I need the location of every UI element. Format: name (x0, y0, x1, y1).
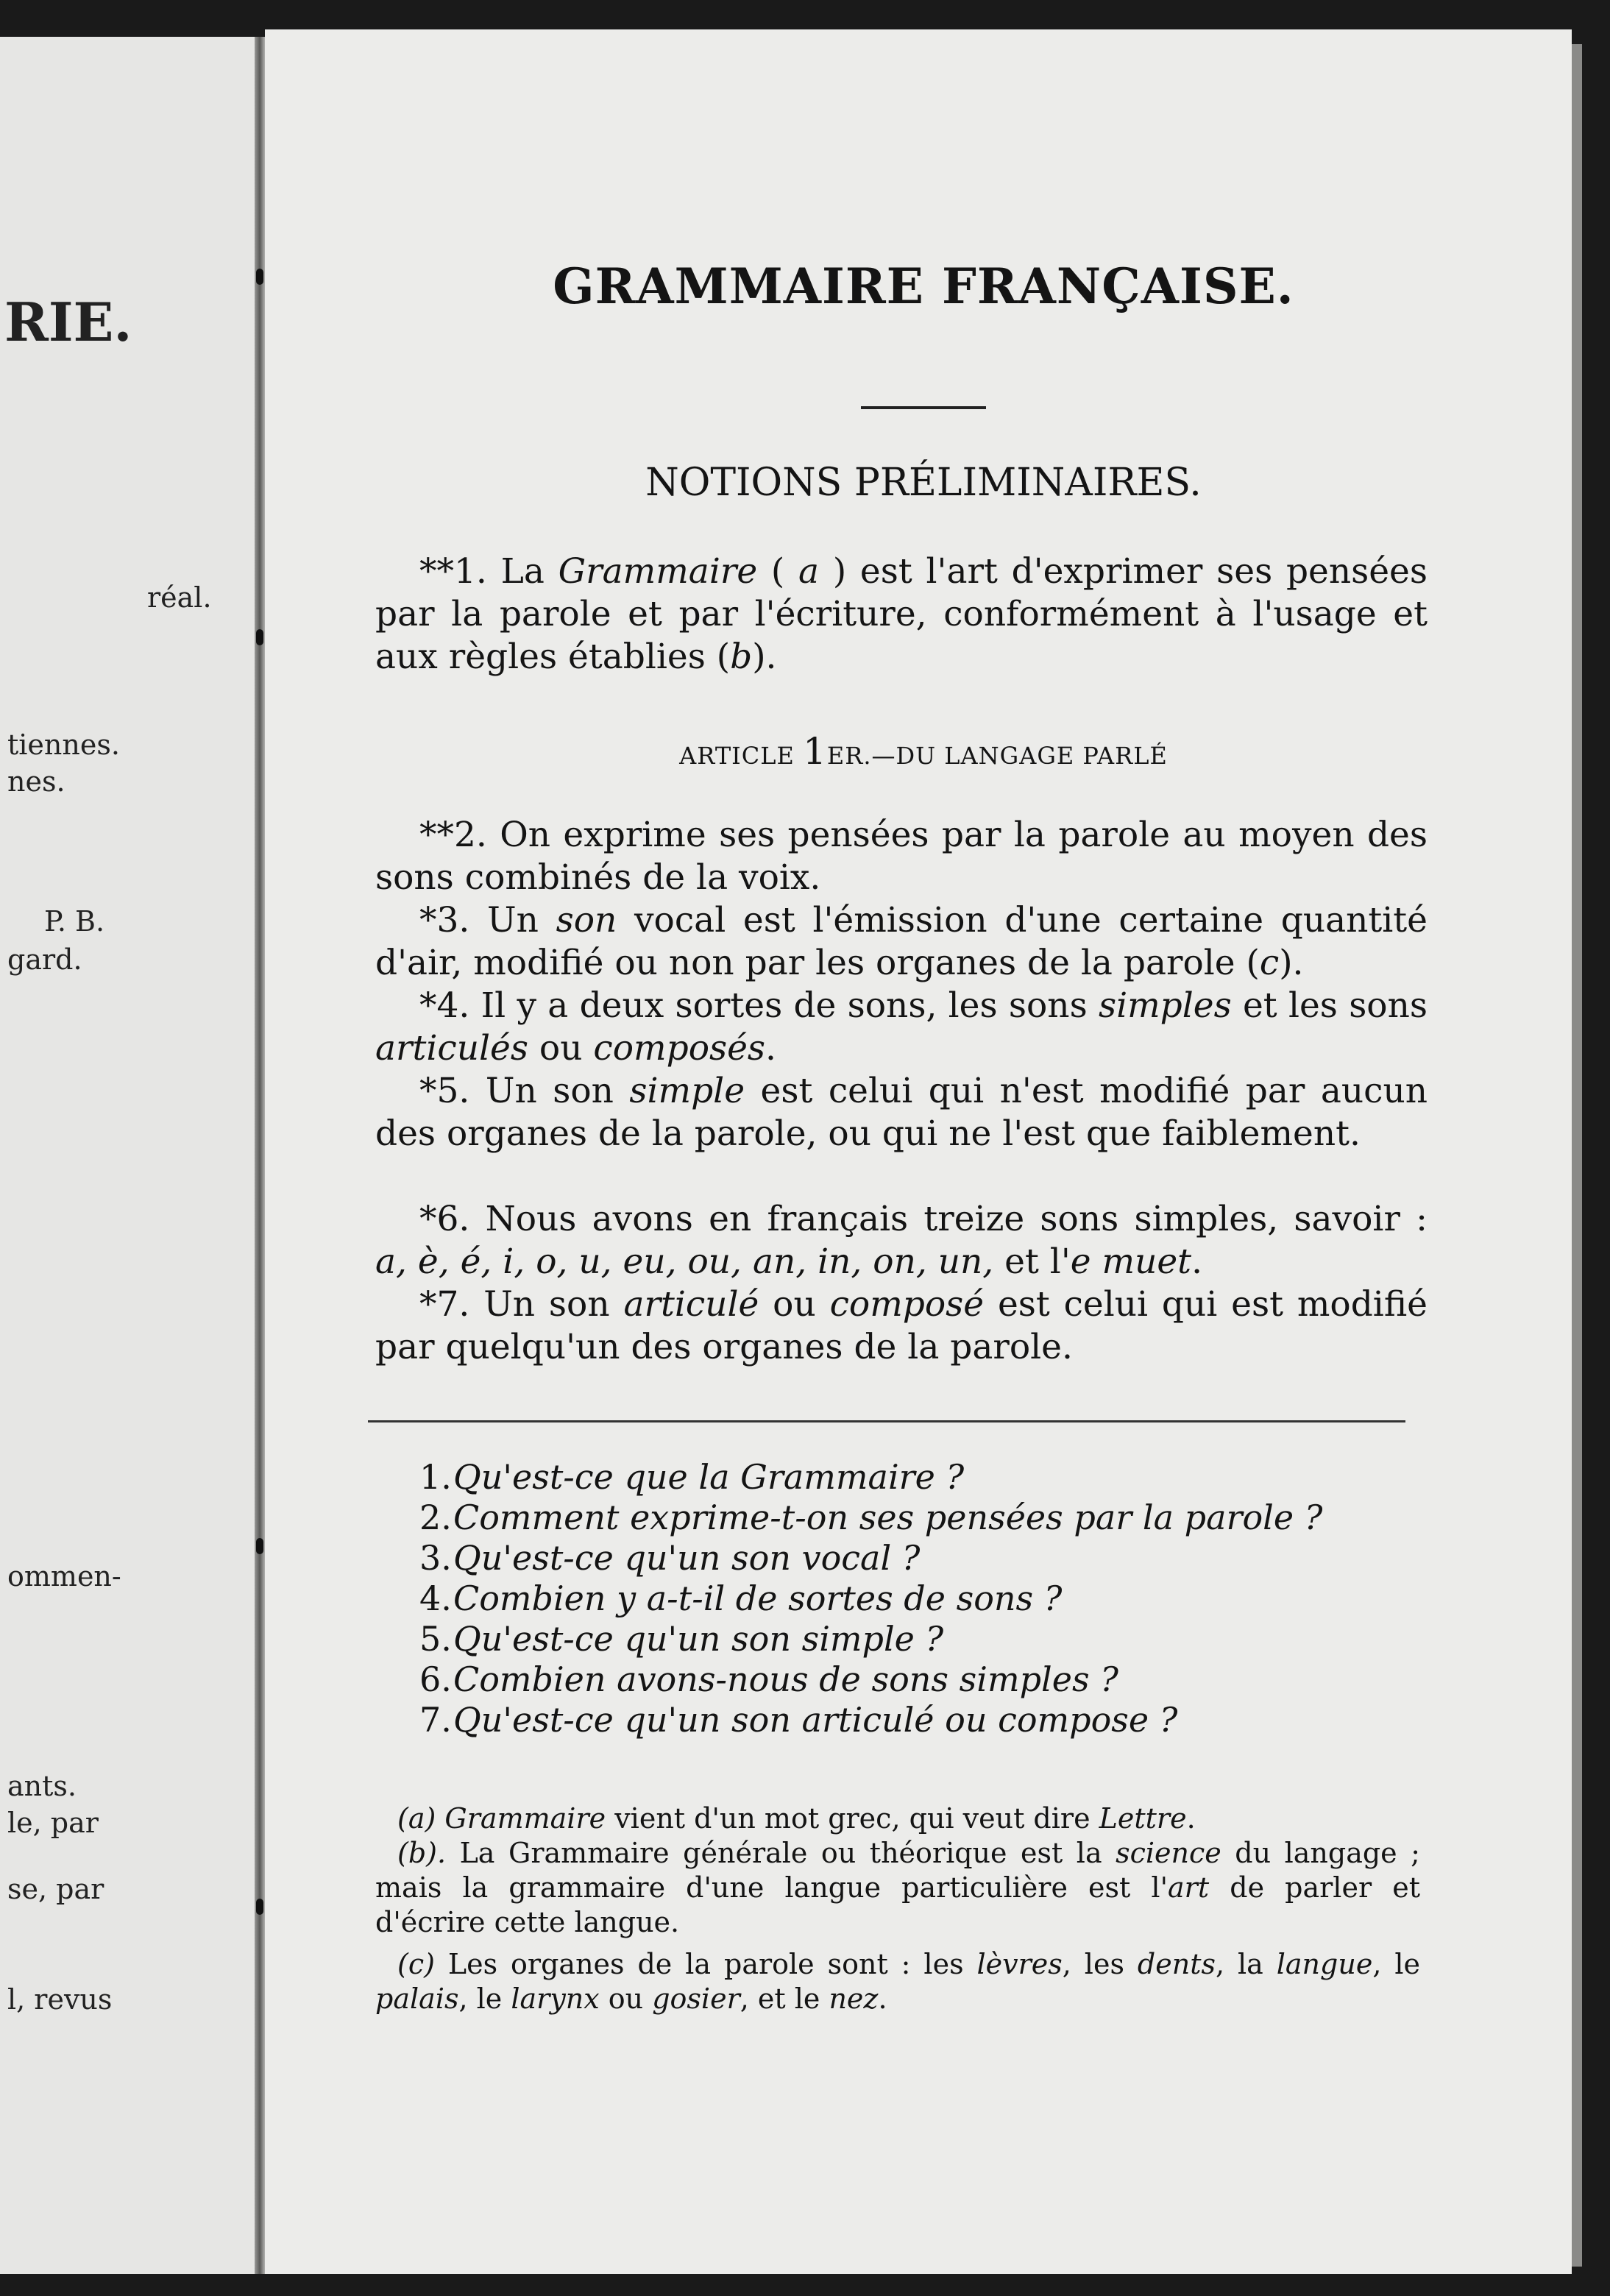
paragraph-5: *5. Un son simple est celui qui n'est modifié par aucun des organes de la parole, ou qui ne l'est que faiblement. (375, 1071, 1428, 1154)
left-page-line: se, par (7, 1873, 104, 1905)
binding-stitch (256, 1538, 263, 1554)
left-page-line: tiennes. (7, 729, 120, 761)
section-title: NOTIONS PRÉLIMINAIRES. (645, 461, 1202, 505)
question-item: 6.Combien avons-nous de sons simples ? (419, 1659, 1118, 1699)
book-gutter (255, 37, 265, 2274)
footnote-a: (a) Grammaire vient d'un mot grec, qui veut dire Lettre. (397, 1802, 1196, 1835)
question-item: 5.Qu'est-ce qu'un son simple ? (419, 1619, 944, 1659)
question-item: 2.Comment exprime-t-on ses pensées par la parole ? (419, 1498, 1323, 1537)
paragraph-2: **2. On exprime ses pensées par la parole au moyen des sons combinés de la voix. (375, 815, 1428, 898)
left-page-line: l, revus (7, 1983, 113, 2016)
question-item: 7.Qu'est-ce qu'un son articulé ou compose ? (419, 1700, 1178, 1740)
article-heading: ARTICLE 1ER.—DU LANGAGE PARLÉ (679, 730, 1168, 773)
page-title: GRAMMAIRE FRANÇAISE. (553, 258, 1294, 315)
binding-stitch (256, 269, 263, 285)
right-page-edge (1572, 44, 1582, 2267)
left-page-line: ants. (7, 1770, 77, 1802)
footnotes (375, 1801, 1420, 2016)
paragraph-4: *4. Il y a deux sortes de sons, les sons simples et les sons articulés ou composés. (375, 985, 1428, 1069)
left-page-line: le, par (7, 1807, 99, 1839)
paragraph-7: *7. Un son articulé ou composé est celui qui est modifié par quelqu'un des organes de la parole. (375, 1284, 1428, 1367)
paragraph-1: **1. La Grammaire ( a ) est l'art d'exprimer ses pensées par la parole et par l'écriture, conformément à l'usage et aux règles établies (b). (375, 551, 1428, 677)
left-page-line: P. B. (44, 905, 105, 938)
section-divider (368, 1420, 1405, 1422)
left-page-line: gard. (7, 943, 82, 976)
question-item: 3.Qu'est-ce qu'un son vocal ? (419, 1538, 921, 1578)
footnote-b: (b). La Grammaire générale ou théorique est la science du langage ; mais la grammaire d'une langue particulière est l'art de parler et d'écrire cette langue. (375, 1837, 1420, 1938)
binding-stitch (256, 629, 263, 645)
question-list (419, 1457, 1435, 1740)
right-page (265, 29, 1572, 2274)
left-page (0, 37, 255, 2274)
question-item: 1.Qu'est-ce que la Grammaire ? (419, 1457, 965, 1497)
paragraph-6: *6. Nous avons en français treize sons simples, savoir : a, è, é, i, o, u, eu, ou, an, in, on, un, et l'e muet. (375, 1199, 1428, 1282)
paragraph-3: *3. Un son vocal est l'émission d'une certaine quantité d'air, modifié ou non par les organes de la parole (c). (375, 900, 1428, 983)
left-page-title: RIE. (4, 291, 132, 353)
left-page-line: ommen- (7, 1560, 121, 1592)
binding-stitch (256, 1899, 263, 1915)
left-page-line: réal. (147, 581, 212, 614)
left-page-line: nes. (7, 765, 65, 798)
title-rule (861, 406, 986, 409)
footnote-c: (c) Les organes de la parole sont : les lèvres, les dents, la langue, le palais, le larynx ou gosier, et le nez. (375, 1948, 1420, 2015)
question-item: 4.Combien y a-t-il de sortes de sons ? (419, 1578, 1063, 1618)
